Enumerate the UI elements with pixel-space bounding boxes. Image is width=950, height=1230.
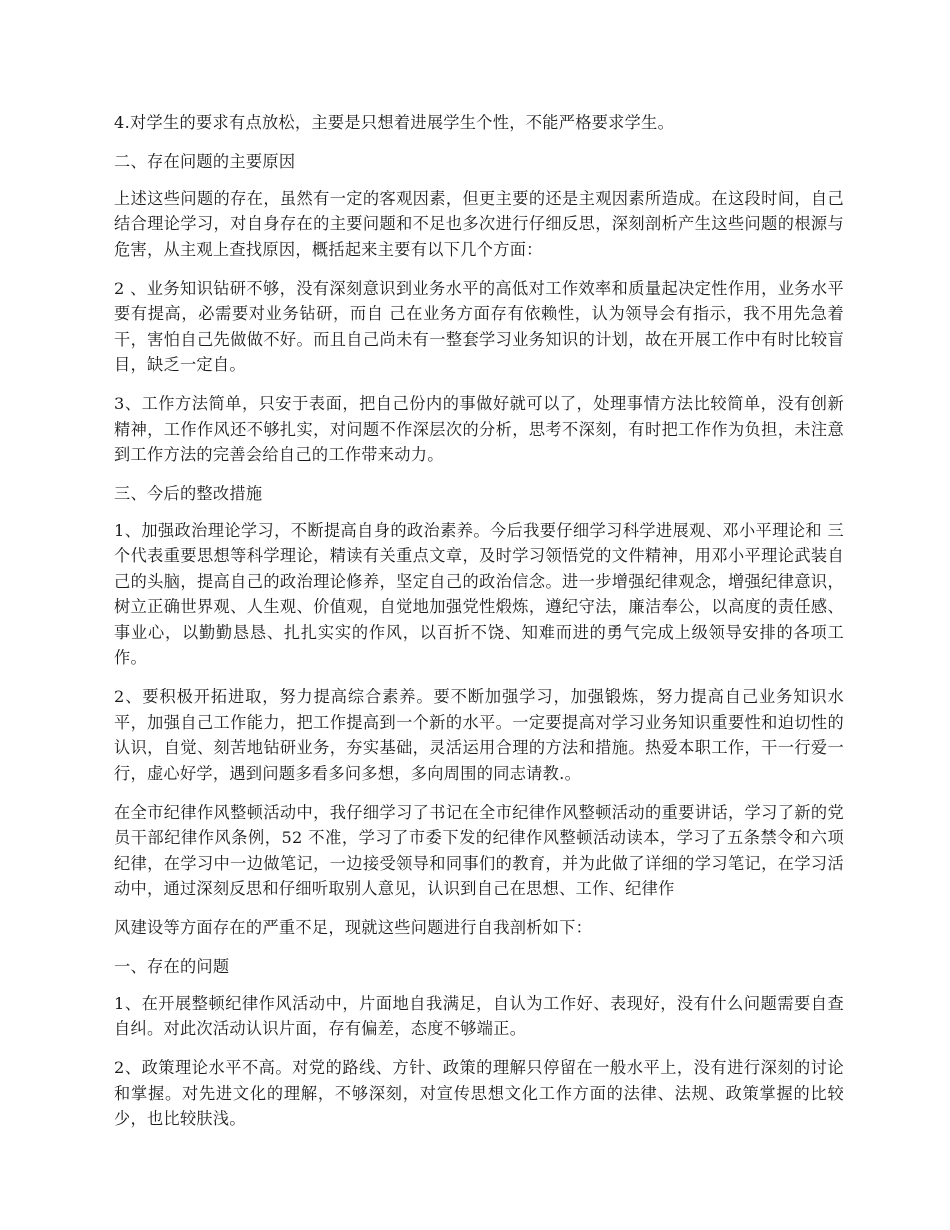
paragraph: 2、政策理论水平不高。对党的路线、方针、政策的理解只停留在一般水平上，没有进行深刻的讨论和掌握。对先进文化的理解，不够深刻，对宣传思想文化工作方面的法律、法规、政策掌握的比较少，也比较肤浅。 <box>114 1058 844 1128</box>
document-page <box>114 110 844 1145</box>
paragraph: 1、在开展整顿纪律作风活动中，片面地自我满足，自认为工作好、表现好，没有什么问题需要自查自纠。对此次活动认识片面，存有偏差，态度不够端正。 <box>114 993 844 1038</box>
paragraph: 1、加强政治理论学习，不断提高自身的政治素养。今后我要仔细学习科学进展观、邓小平理论和 三个代表重要思想等科学理论，精读有关重点文章，及时学习领悟党的文件精神，用邓小平理论武装自己的头脑，提高自己的政治理论修养，坚定自己的政治信念。进一步增强纪律观念，增强纪律意识，树立正确世界观、人生观、价值观，自觉地加强党性煅炼，遵纪守法，廉洁奉公，以高度的责任感、事业心，以勤勤恳恳、扎扎实实的作风，以百折不饶、知难而进的勇气完成上级领导安排的各项工作。 <box>114 520 844 667</box>
section-heading: 二、存在问题的主要原因 <box>114 152 296 171</box>
paragraph: 上述这些问题的存在，虽然有一定的客观因素，但更主要的还是主观因素所造成。在这段时间，自己结合理论学习，对自身存在的主要问题和不足也多次进行仔细反思，深刻剖析产生这些问题的根源与危害，从主观上查找原因，概括起来主要有以下几个方面： <box>114 188 844 259</box>
paragraph: 2 、业务知识钻研不够，没有深刻意识到业务水平的高低对工作效率和质量起决定性作用，业务水平要有提高，必需要对业务钻研，而自 己在业务方面存有依赖性，认为领导会有指示，我不用先急着干，害怕自己先做做不好。而且自己尚未有一整套学习业务知识的计划，故在开展工作中有时比较盲目，缺乏一定自。 <box>114 278 844 374</box>
paragraph: 2、要积极开拓进取，努力提高综合素养。要不断加强学习，加强锻炼，努力提高自己业务知识水平，加强自己工作能力，把工作提高到一个新的水平。一定要提高对学习业务知识重要性和迫切性的认识，自觉、刻苦地钻研业务，夯实基础，灵活运用合理的方法和措施。热爱本职工作，干一行爱一行，虚心好学，遇到问题多看多问多想，多向周围的同志请教.。 <box>114 687 844 783</box>
paragraph: 3、工作方法简单，只安于表面，把自己份内的事做好就可以了，处理事情方法比较简单，没有创新精神，工作作风还不够扎实，对问题不作深层次的分析，思考不深刻，有时把工作作为负担，未注意到工作方法的完善会给自己的工作带来动力。 <box>114 394 844 464</box>
paragraph: 风建设等方面存在的严重不足，现就这些问题进行自我剖析如下： <box>114 918 593 937</box>
paragraph: 在全市纪律作风整顿活动中，我仔细学习了书记在全市纪律作风整顿活动的重要讲话，学习了新的党员干部纪律作风条例，52 不准，学习了市委下发的纪律作风整顿活动读本，学习了五条禁令和六项纪律，在学习中一边做笔记，一边接受领导和同事们的教育，并为此做了详细的学习笔记，在学习活动中，通过深刻反思和仔细听取别人意见，认识到自己在思想、工作、纪律作 <box>114 802 844 898</box>
paragraph: 4.对学生的要求有点放松，主要是只想着进展学生个性，不能严格要求学生。 <box>114 113 675 132</box>
section-heading: 一、存在的问题 <box>114 957 230 976</box>
section-heading: 三、今后的整改措施 <box>114 484 263 503</box>
